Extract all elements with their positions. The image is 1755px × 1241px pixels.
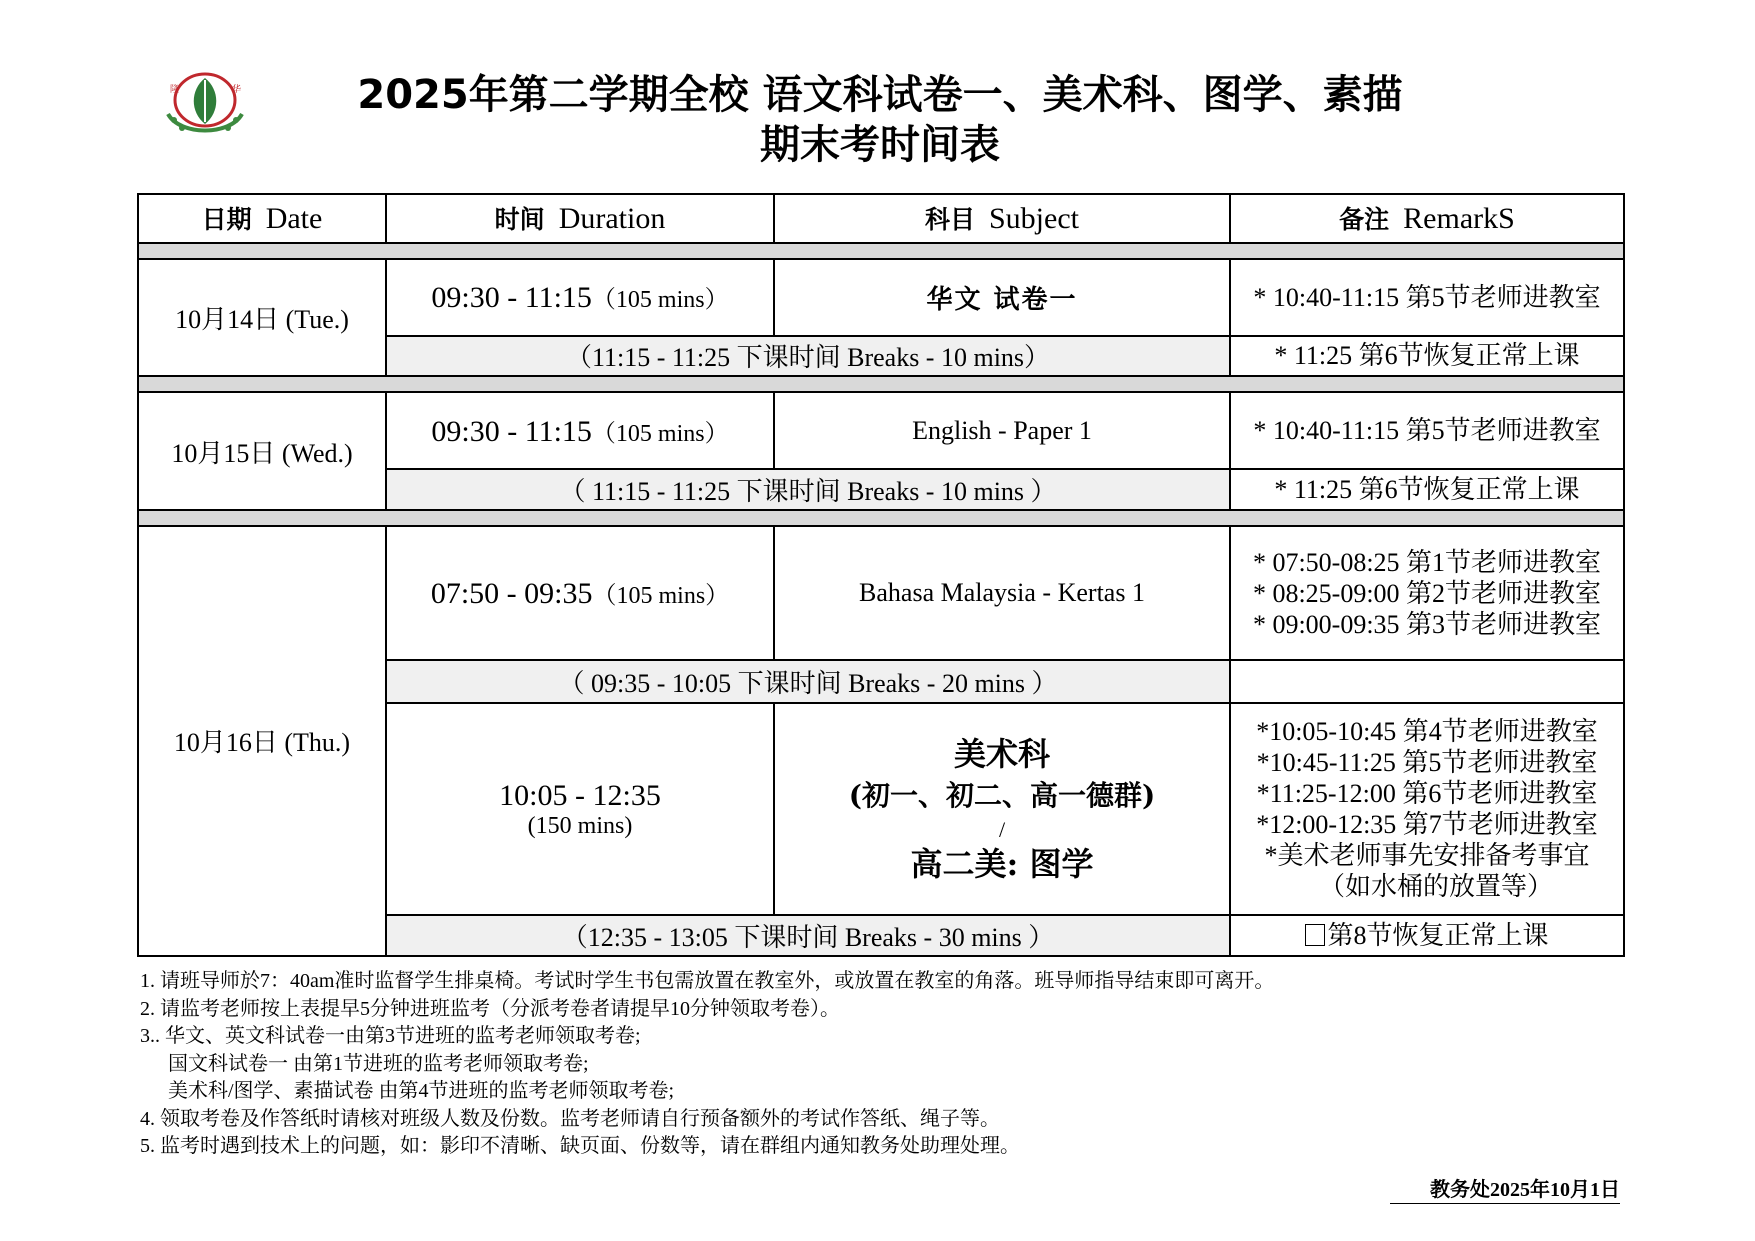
date-cell: 10月14日 (Tue.) xyxy=(138,259,386,376)
break-cell: （ 11:15 - 11:25 下课时间 Breaks - 10 mins ） xyxy=(386,469,1230,509)
notes-section xyxy=(140,968,1640,1161)
duration-cell: 10:05 - 12:35 (150 mins) xyxy=(386,703,774,916)
svg-text:隆: 隆 xyxy=(170,85,180,95)
note-item: 国文科试卷一 由第1节进班的监考老师领取考卷; xyxy=(168,1052,589,1075)
remark-cell: * 07:50-08:25 第1节老师进教室 * 08:25-09:00 第2节老师进教室 * 09:00-09:35 第3节老师进教室 xyxy=(1230,526,1624,661)
remark-cell: 第8节恢复正常上课 xyxy=(1230,915,1624,956)
separator-row xyxy=(138,243,1624,259)
table-row xyxy=(138,259,1624,336)
remark-cell: * 11:25 第6节恢复正常上课 xyxy=(1230,336,1624,376)
remark-cell: *10:05-10:45 第4节老师进教室 *10:45-11:25 第5节老师进教室 *11:25-12:00 第6节老师进教室 *12:00-12:35 第7节老师进教室 *美术老师事先安排备考事宜 （如水桶的放置等） xyxy=(1230,703,1624,916)
subject-cell: 华文 试卷一 xyxy=(774,259,1230,336)
table-row xyxy=(138,526,1624,661)
exam-schedule-table xyxy=(137,193,1625,957)
date-cell: 10月16日 (Thu.) xyxy=(138,526,386,956)
page-subtitle: 期末考时间表 xyxy=(760,122,1000,168)
subject-cell: English - Paper 1 xyxy=(774,392,1230,469)
duration-cell: 09:30 - 11:15（105 mins） xyxy=(386,259,774,336)
break-cell: （11:15 - 11:25 下课时间 Breaks - 10 mins） xyxy=(386,336,1230,376)
duration-cell: 09:30 - 11:15（105 mins） xyxy=(386,392,774,469)
separator-row xyxy=(138,376,1624,392)
note-item: 3.. 华文、英文科试卷一由第3节进班的监考老师领取考卷; xyxy=(140,1025,641,1047)
break-cell: （ 09:35 - 10:05 下课时间 Breaks - 20 mins ） xyxy=(386,660,1230,703)
table-header-row xyxy=(138,194,1624,243)
table-row xyxy=(138,392,1624,469)
duration-cell: 07:50 - 09:35（105 mins） xyxy=(386,526,774,661)
remark-cell: * 10:40-11:15 第5节老师进教室 xyxy=(1230,392,1624,469)
remark-cell: * 11:25 第6节恢复正常上课 xyxy=(1230,469,1624,509)
header-duration: 时间 Duration xyxy=(386,194,774,243)
separator-row xyxy=(138,510,1624,526)
remark-cell-empty xyxy=(1230,660,1624,703)
svg-text:华: 华 xyxy=(232,85,242,95)
note-item: 2. 请监考老师按上表提早5分钟进班监考（分派考卷者请提早10分钟领取考卷）。 xyxy=(140,997,840,1020)
break-cell: （12:35 - 13:05 下课时间 Breaks - 30 mins ） xyxy=(386,915,1230,956)
subject-cell: Bahasa Malaysia - Kertas 1 xyxy=(774,526,1230,661)
header-remarks: 备注 RemarkS xyxy=(1230,194,1624,243)
school-crest-icon xyxy=(160,70,250,142)
issuer-signature: 教务处2025年10月1日 xyxy=(1390,1177,1620,1204)
page-title: 2025年第二学期全校 语文科试卷一、美术科、图学、素描 xyxy=(357,72,1403,118)
header-subject: 科目 Subject xyxy=(774,194,1230,243)
remark-cell: * 10:40-11:15 第5节老师进教室 xyxy=(1230,259,1624,336)
checkbox-icon xyxy=(1305,924,1325,946)
subject-cell: 美术科 (初一、初二、高一德群) / 高二美: 图学 xyxy=(774,703,1230,916)
header-date: 日期 Date xyxy=(138,194,386,243)
note-item: 5. 监考时遇到技术上的问题，如：影印不清晰、缺页面、份数等，请在群组内通知教务处助理处理。 xyxy=(140,1135,1020,1157)
note-item: 1. 请班导师於7：40am准时监督学生排桌椅。考试时学生书包需放置在教室外，或放置在教室的角落。班导师指导结束即可离开。 xyxy=(140,970,1275,992)
note-item: 4. 领取考卷及作答纸时请核对班级人数及份数。监考老师请自行预备额外的考试作答纸、绳子等。 xyxy=(140,1107,1000,1130)
note-item: 美术科/图学、素描试卷 由第4节进班的监考老师领取考卷; xyxy=(168,1080,675,1102)
date-cell: 10月15日 (Wed.) xyxy=(138,392,386,509)
